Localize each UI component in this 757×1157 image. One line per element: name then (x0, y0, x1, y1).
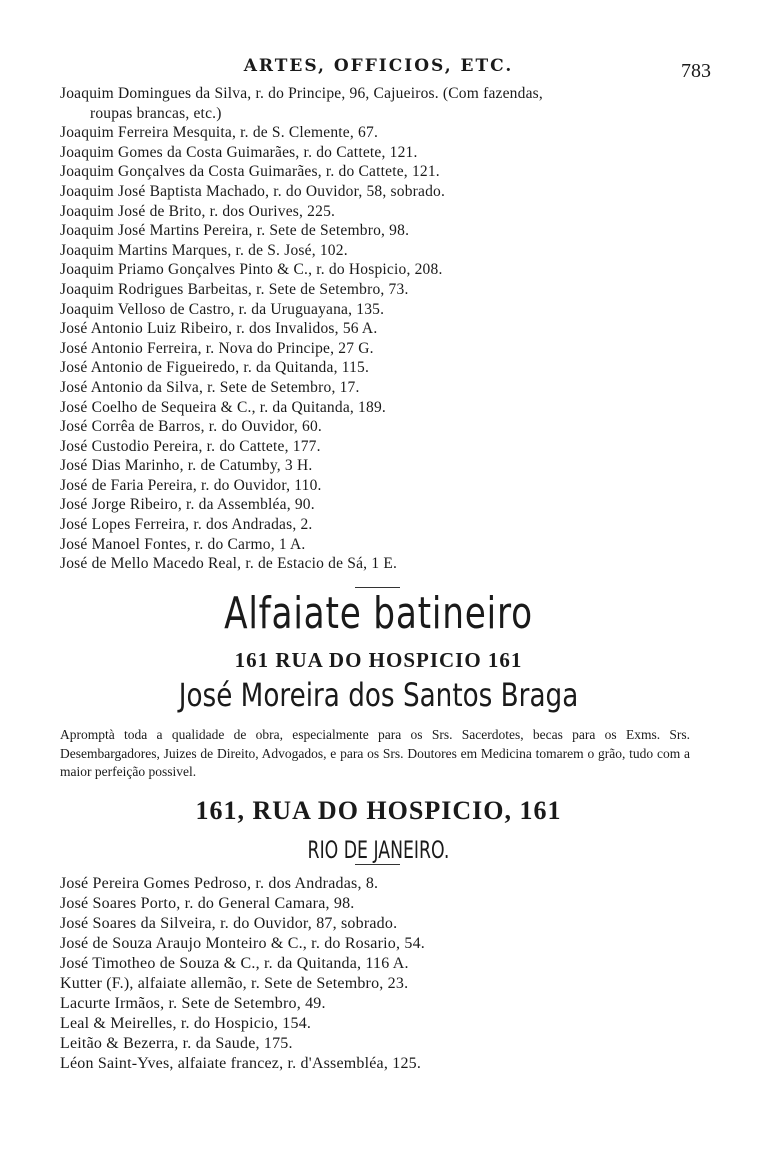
entry-list-bottom (60, 874, 710, 1074)
list-entry: Joaquim Ferreira Mesquita, r. de S. Clemente, 67. (60, 124, 379, 142)
list-entry: Léon Saint-Yves, alfaiate francez, r. d'Assembléa, 125. (60, 1055, 422, 1072)
ad-body: Apromptà toda a qualidade de obra, especialmente para os Srs. Sacerdotes, becas para os Exms. Srs. Desembargadores, Juizes de Direito, Advogados, e para os Srs. Doutores em Medicina tomarem o grão, tudo com a maior perfeição possivel. (60, 727, 690, 779)
divider-rule (355, 864, 400, 865)
list-entry: José Antonio Luiz Ribeiro, r. dos Invalidos, 56 A. (60, 320, 378, 338)
list-entry: Joaquim Velloso de Castro, r. da Uruguayana, 135. (60, 300, 385, 318)
list-entry: José de Faria Pereira, r. do Ouvidor, 110. (60, 476, 322, 494)
list-entry: José de Souza Araujo Monteiro & C., r. do Rosario, 54. (60, 935, 425, 952)
list-entry: Joaquim José de Brito, r. dos Ourives, 225. (60, 202, 336, 220)
running-title: ARTES, OFFICIOS, ETC. (243, 56, 514, 76)
entry-list-top (60, 84, 710, 574)
list-entry: Joaquim José Baptista Machado, r. do Ouvidor, 58, sobrado. (60, 182, 446, 200)
list-entry: José Coelho de Sequeira & C., r. da Quitanda, 189. (60, 398, 386, 416)
list-entry-continuation: roupas brancas, etc.) (90, 104, 222, 122)
list-entry: Joaquim Gonçalves da Costa Guimarães, r. do Cattete, 121. (60, 163, 440, 181)
list-entry: José Lopes Ferreira, r. dos Andradas, 2. (60, 516, 313, 534)
list-entry: Leal & Meirelles, r. do Hospicio, 154. (60, 1015, 312, 1032)
list-entry: Joaquim Domingues da Silva, r. do Principe, 96, Cajueiros. (Com fazendas, (60, 85, 543, 102)
list-entry: José Custodio Pereira, r. do Cattete, 177. (60, 437, 321, 455)
running-head (0, 56, 757, 84)
list-entry: Kutter (F.), alfaiate allemão, r. Sete de Setembro, 23. (60, 975, 409, 992)
list-entry: José de Mello Macedo Real, r. de Estacio de Sá, 1 E. (60, 555, 398, 573)
list-entry: Lacurte Irmãos, r. Sete de Setembro, 49. (60, 995, 326, 1012)
page-number: 783 (681, 60, 711, 82)
list-entry: Joaquim Rodrigues Barbeitas, r. Sete de Setembro, 73. (60, 280, 409, 298)
list-entry: José Soares da Silveira, r. do Ouvidor, 87, sobrado. (60, 915, 398, 932)
list-entry: José Antonio da Silva, r. Sete de Setembro, 17. (60, 378, 360, 396)
list-entry: Joaquim Martins Marques, r. de S. José, 102. (60, 241, 348, 259)
list-entry: José Jorge Ribeiro, r. da Assembléa, 90. (60, 496, 315, 514)
list-entry: José Antonio de Figueiredo, r. da Quitanda, 115. (60, 359, 370, 377)
list-entry: José Dias Marinho, r. de Catumby, 3 H. (60, 457, 313, 475)
list-entry: Leitão & Bezerra, r. da Saude, 175. (60, 1035, 293, 1052)
ad-title: Alfaiate batineiro (224, 588, 533, 639)
ad-address-repeat: 161, RUA DO HOSPICIO, 161 (195, 796, 562, 825)
list-entry: José Pereira Gomes Pedroso, r. dos Andradas, 8. (60, 875, 379, 892)
list-entry: José Timotheo de Souza & C., r. da Quitanda, 116 A. (60, 955, 409, 972)
ad-city: RIO DE JANEIRO. (307, 836, 450, 864)
list-entry: José Manoel Fontes, r. do Carmo, 1 A. (60, 535, 306, 553)
ad-address: 161 RUA DO HOSPICIO 161 (234, 648, 523, 672)
list-entry: Joaquim Priamo Gonçalves Pinto & C., r. do Hospicio, 208. (60, 261, 443, 279)
list-entry: Joaquim Gomes da Costa Guimarães, r. do Cattete, 121. (60, 143, 418, 161)
list-entry: José Antonio Ferreira, r. Nova do Principe, 27 G. (60, 339, 374, 357)
ad-proprietor: José Moreira dos Santos Braga (178, 676, 579, 714)
list-entry: José Soares Porto, r. do General Camara, 98. (60, 895, 355, 912)
list-entry: Joaquim José Martins Pereira, r. Sete de Setembro, 98. (60, 222, 410, 240)
list-entry: José Corrêa de Barros, r. do Ouvidor, 60. (60, 418, 322, 436)
